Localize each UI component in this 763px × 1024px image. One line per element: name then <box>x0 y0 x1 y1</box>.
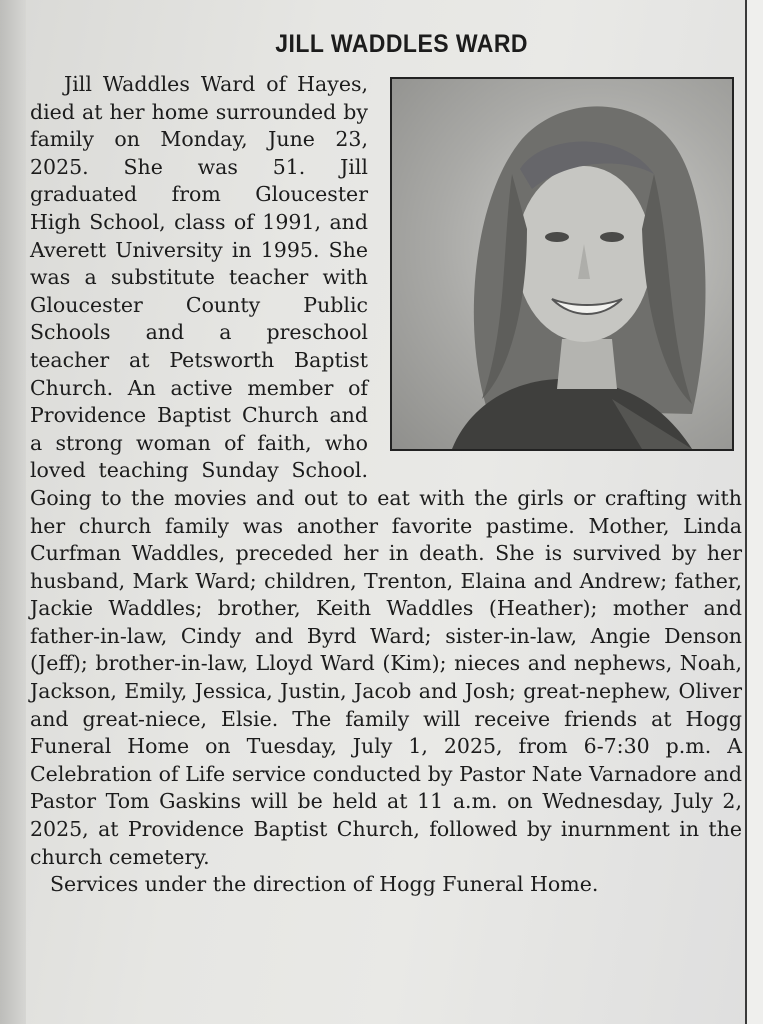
portrait-photo <box>390 77 734 451</box>
obituary <box>30 30 742 899</box>
obituary-body-text: Jill Waddles Ward of Hayes, died at her home surrounded by family on Monday, June 23, 2025. She was 51. Jill graduated from Gloucester High School, class of 1991, and Averett University in 1995. She was a substitute teacher with Gloucester County Public Schools and a preschool teacher at Petsworth Baptist Church. An active member of Providence Baptist Church and a strong woman of faith, who loved teaching Sunday School. Going to the movies and out to eat with the girls or crafting with her church family was another favorite pastime. Mother, Linda Curfman Waddles, preceded her in death. She is survived by her husband, Mark Ward; children, Trenton, Elaina and Andrew; father, Jackie Waddles; brother, Keith Waddles (Heather); mother and father-in-law, Cindy and Byrd Ward; sister-in-law, Angie Denson (Jeff); brother-in-law, Lloyd Ward (Kim); nieces and nephews, Noah, Jackson, Emily, Jessica, Justin, Jacob and Josh; great-nephew, Oliver and great-niece, Elsie. The family will receive friends at Hogg Funeral Home on Tuesday, July 1, 2025, from 6-7:30 p.m. A Celebration of Life service conducted by Pastor Nate Varnadore and Pastor Tom Gaskins will be held at 11 a.m. on Wednesday, July 2, 2025, at Providence Baptist Church, followed by inurnment in the church cemetery. <box>30 72 742 869</box>
page-fold-shadow <box>0 0 26 1024</box>
right-margin <box>747 0 763 1024</box>
services-note: Services under the direction of Hogg Funeral Home. <box>50 872 599 897</box>
obituary-headline: JILL WADDLES WARD <box>275 30 529 58</box>
portrait-illustration <box>392 79 732 449</box>
